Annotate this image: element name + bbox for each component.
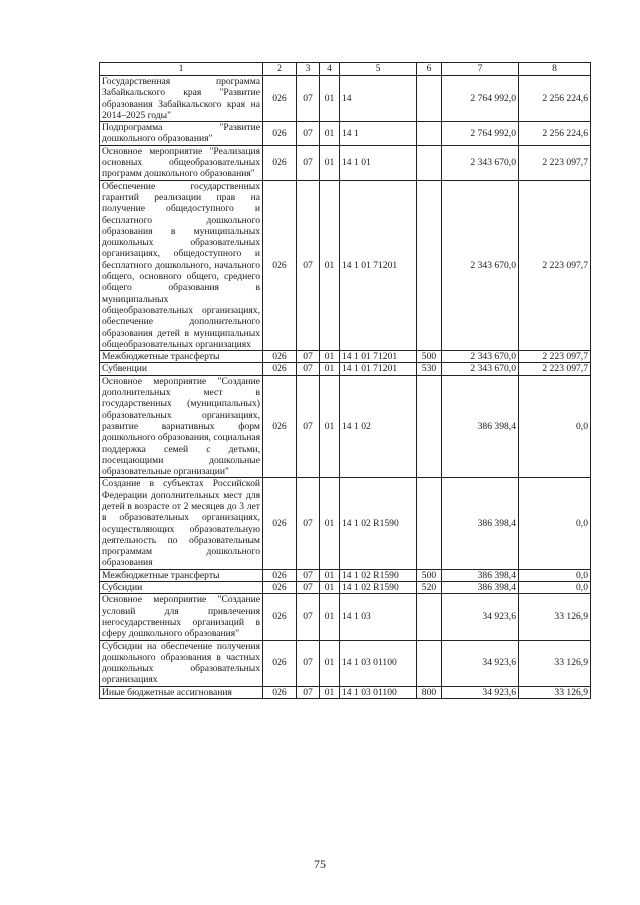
admin-code-cell: 026 [263,594,297,640]
amount-col7-cell: 386 398,4 [442,375,519,478]
amount-col8-cell: 0,0 [519,375,591,478]
table-row [100,351,591,363]
amount-col8-cell: 33 126,9 [519,686,591,698]
header-cell: 8 [519,63,591,76]
subsection-cell: 01 [320,145,340,180]
admin-code-cell: 026 [263,145,297,180]
expense-type-cell [417,640,442,686]
table-row [100,76,591,122]
target-article-cell: 14 1 03 [340,594,417,640]
subsection-cell: 01 [320,363,340,375]
subsection-cell: 01 [320,375,340,478]
target-article-cell: 14 1 01 71201 [340,363,417,375]
budget-table [99,62,591,699]
admin-code-cell: 026 [263,76,297,122]
admin-code-cell: 026 [263,363,297,375]
expense-type-cell [417,594,442,640]
target-article-cell: 14 1 01 71201 [340,180,417,350]
row-name-cell: Создание в субъектах Российской Федерации дополнительных мест для детей в возрасте от 2 месяцев до 3 лет в образовательных организациях, осуществляющих образовательную деятельность по образовательным программам дошкольного образования [100,478,263,569]
expense-type-cell [417,180,442,350]
target-article-cell: 14 1 02 R1590 [340,478,417,569]
admin-code-cell: 026 [263,122,297,146]
table-row [100,375,591,478]
header-cell: 4 [320,63,340,76]
amount-col7-cell: 386 398,4 [442,569,519,581]
amount-col7-cell: 2 343 670,0 [442,145,519,180]
admin-code-cell: 026 [263,569,297,581]
admin-code-cell: 026 [263,351,297,363]
section-cell: 07 [297,686,320,698]
amount-col7-cell: 2 343 670,0 [442,363,519,375]
subsection-cell: 01 [320,640,340,686]
target-article-cell: 14 1 02 R1590 [340,582,417,594]
subsection-cell: 01 [320,122,340,146]
header-cell: 2 [263,63,297,76]
subsection-cell: 01 [320,594,340,640]
subsection-cell: 01 [320,478,340,569]
expense-type-cell: 500 [417,351,442,363]
target-article-cell: 14 1 01 71201 [340,351,417,363]
target-article-cell: 14 1 01 [340,145,417,180]
table-row [100,640,591,686]
amount-col7-cell: 386 398,4 [442,582,519,594]
expense-type-cell: 520 [417,582,442,594]
table-header-row [100,63,591,76]
subsection-cell: 01 [320,180,340,350]
expense-type-cell: 530 [417,363,442,375]
section-cell: 07 [297,594,320,640]
section-cell: 07 [297,582,320,594]
target-article-cell: 14 1 02 R1590 [340,569,417,581]
header-cell: 6 [417,63,442,76]
amount-col8-cell: 0,0 [519,569,591,581]
header-cell: 3 [297,63,320,76]
amount-col8-cell: 2 223 097,7 [519,180,591,350]
amount-col8-cell: 2 223 097,7 [519,145,591,180]
row-name-cell: Государственная программа Забайкальского края "Развитие образования Забайкальского края на 2014–2025 годы" [100,76,263,122]
row-name-cell: Обеспечение государственных гарантий реализации прав на получение общедоступного и бесплатного дошкольного образования в муниципальных дошкольных образовательных организациях, общедоступного и бесплатного дошкольного, начального общего, основного общего, среднего общего образования в муниципальных общеобразовательных организациях, обеспечение дополнительного образования детей в муниципальных общеобразовательных организациях [100,180,263,350]
amount-col8-cell: 2 223 097,7 [519,363,591,375]
target-article-cell: 14 1 03 01100 [340,640,417,686]
amount-col7-cell: 34 923,6 [442,594,519,640]
expense-type-cell [417,478,442,569]
header-cell: 7 [442,63,519,76]
admin-code-cell: 026 [263,582,297,594]
amount-col8-cell: 0,0 [519,582,591,594]
header-cell: 1 [100,63,263,76]
expense-type-cell [417,145,442,180]
target-article-cell: 14 1 [340,122,417,146]
table-row [100,478,591,569]
row-name-cell: Субсидии [100,582,263,594]
admin-code-cell: 026 [263,686,297,698]
subsection-cell: 01 [320,686,340,698]
section-cell: 07 [297,478,320,569]
expense-type-cell [417,375,442,478]
subsection-cell: 01 [320,76,340,122]
amount-col7-cell: 386 398,4 [442,478,519,569]
amount-col8-cell: 2 256 224,6 [519,76,591,122]
expense-type-cell [417,122,442,146]
row-name-cell: Иные бюджетные ассигнования [100,686,263,698]
target-article-cell: 14 [340,76,417,122]
table-row [100,686,591,698]
amount-col8-cell: 2 223 097,7 [519,351,591,363]
admin-code-cell: 026 [263,180,297,350]
section-cell: 07 [297,640,320,686]
amount-col7-cell: 2 343 670,0 [442,180,519,350]
row-name-cell: Основное мероприятие "Создание условий для привлечения негосударственных организаций в сферу дошкольного образования" [100,594,263,640]
amount-col8-cell: 0,0 [519,478,591,569]
page-number: 75 [314,857,326,871]
amount-col7-cell: 2 764 992,0 [442,122,519,146]
expense-type-cell: 500 [417,569,442,581]
expense-type-cell [417,76,442,122]
row-name-cell: Субсидии на обеспечение получения дошкольного образования в частных дошкольных образовательных организациях [100,640,263,686]
section-cell: 07 [297,180,320,350]
target-article-cell: 14 1 03 01100 [340,686,417,698]
amount-col8-cell: 2 256 224,6 [519,122,591,146]
row-name-cell: Основное мероприятие "Реализация основных общеобразовательных программ дошкольного образования" [100,145,263,180]
section-cell: 07 [297,375,320,478]
section-cell: 07 [297,122,320,146]
table-row [100,594,591,640]
section-cell: 07 [297,351,320,363]
header-cell: 5 [340,63,417,76]
table-row [100,180,591,350]
subsection-cell: 01 [320,569,340,581]
admin-code-cell: 026 [263,375,297,478]
row-name-cell: Межбюджетные трансферты [100,569,263,581]
section-cell: 07 [297,363,320,375]
amount-col8-cell: 33 126,9 [519,594,591,640]
subsection-cell: 01 [320,582,340,594]
expense-type-cell: 800 [417,686,442,698]
section-cell: 07 [297,145,320,180]
row-name-cell: Субвенции [100,363,263,375]
target-article-cell: 14 1 02 [340,375,417,478]
row-name-cell: Межбюджетные трансферты [100,351,263,363]
section-cell: 07 [297,76,320,122]
table-row [100,145,591,180]
table-row [100,363,591,375]
subsection-cell: 01 [320,351,340,363]
table-row [100,569,591,581]
amount-col7-cell: 2 343 670,0 [442,351,519,363]
admin-code-cell: 026 [263,640,297,686]
admin-code-cell: 026 [263,478,297,569]
amount-col8-cell: 33 126,9 [519,640,591,686]
amount-col7-cell: 2 764 992,0 [442,76,519,122]
table-row [100,582,591,594]
row-name-cell: Подпрограмма "Развитие дошкольного образования" [100,122,263,146]
amount-col7-cell: 34 923,6 [442,686,519,698]
section-cell: 07 [297,569,320,581]
row-name-cell: Основное мероприятие "Создание дополнительных мест в государственных (муниципальных) образовательных организациях, развитие вариативных форм дошкольного образования, социальная поддержка семей с детьми, посещающими дошкольные образовательные организации" [100,375,263,478]
amount-col7-cell: 34 923,6 [442,640,519,686]
table-row [100,122,591,146]
